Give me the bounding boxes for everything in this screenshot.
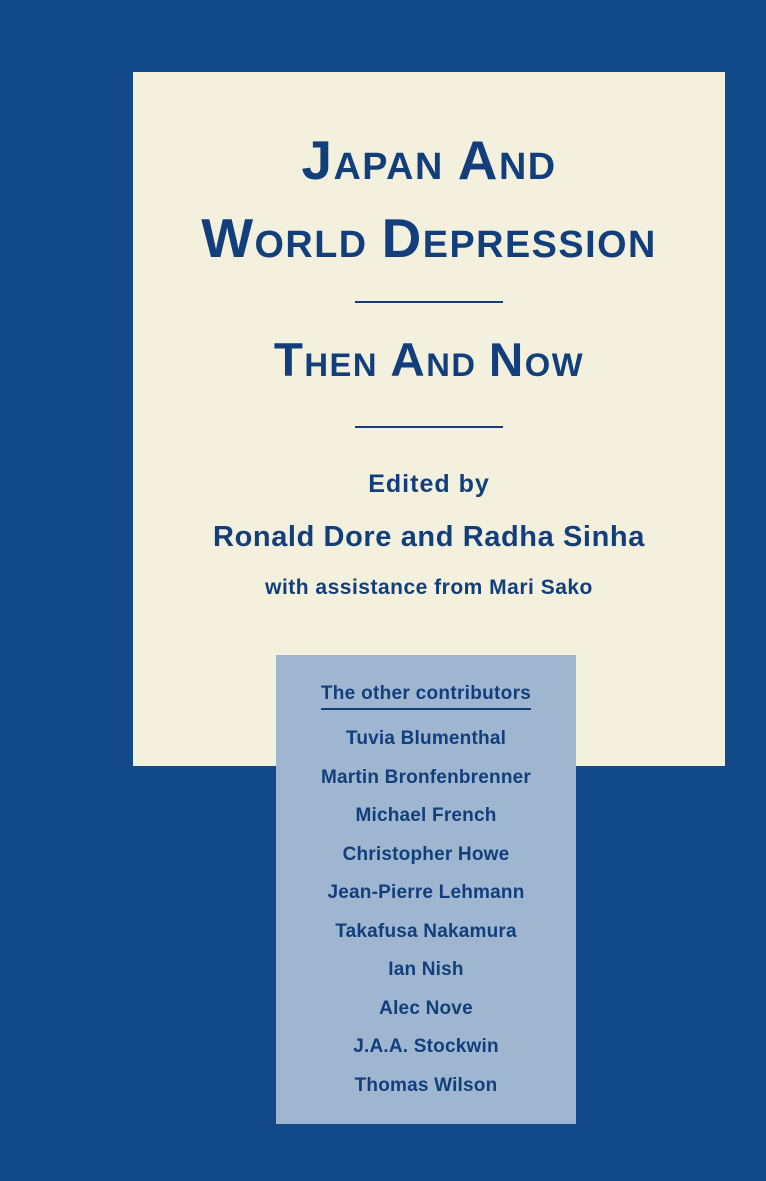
- list-item: Christopher Howe: [342, 843, 510, 865]
- editors-names: Ronald Dore and Radha Sinha: [213, 521, 645, 554]
- book-title: [133, 129, 725, 269]
- list-item: Alec Nove: [379, 997, 473, 1019]
- list-item: Jean-Pierre Lehmann: [327, 882, 525, 903]
- title-line-2: WORLD DEPRESSION: [201, 206, 657, 269]
- title-block: [133, 72, 725, 600]
- assistance-credit: with assistance from Mari Sako: [265, 576, 593, 600]
- list-item: Thomas Wilson: [354, 1074, 498, 1096]
- list-item: Ian Nish: [388, 959, 464, 980]
- list-item: Takafusa Nakamura: [335, 920, 517, 942]
- contributors-list: [276, 720, 576, 1105]
- book-subtitle: THEN AND NOW: [273, 334, 585, 388]
- divider-rule-top: [355, 301, 503, 303]
- list-item: Michael French: [355, 805, 497, 826]
- list-item: Martin Bronfenbrenner: [320, 766, 532, 788]
- contributors-heading: The other contributors: [321, 683, 531, 710]
- list-item: Tuvia Blumenthal: [345, 728, 507, 749]
- edited-by-label: Edited by: [368, 470, 490, 499]
- divider-rule-bottom: [355, 426, 503, 428]
- title-line-1: JAPAN AND: [301, 129, 557, 191]
- list-item: J.A.A. Stockwin: [353, 1036, 499, 1057]
- contributors-panel: [276, 655, 576, 1124]
